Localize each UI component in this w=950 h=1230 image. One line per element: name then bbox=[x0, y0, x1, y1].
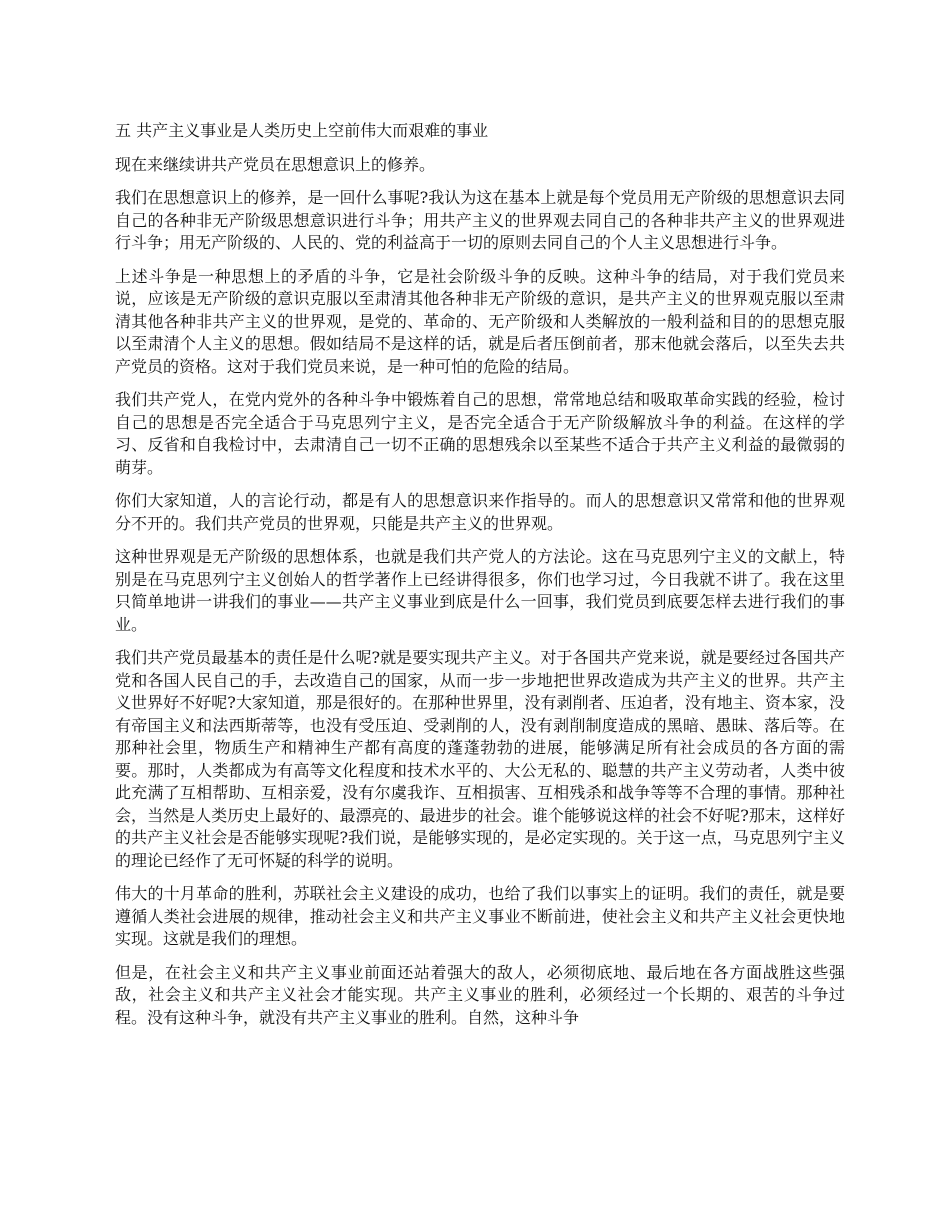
paragraph-7: 我们共产党员最基本的责任是什么呢?就是要实现共产主义。对于各国共产党来说，就是要经过各国共产党和各国人民自己的手，去改造自己的国家，从而一步一步地把世界改造成为共产主义的世界。共产主义世界好不好呢?大家知道，那是很好的。在那种世界里，没有剥削者、压迫者，没有地主、资本家，没有帝国主义和法西斯蒂等，也没有受压迫、受剥削的人，没有剥削制度造成的黑暗、愚昧、落后等。在那种社会里，物质生产和精神生产都有高度的蓬蓬勃勃的进展，能够满足所有社会成员的各方面的需要。那时，人类都成为有高等文化程度和技术水平的、大公无私的、聪慧的共产主义劳动者，人类中彼此充满了互相帮助、互相亲爱，没有尔虞我诈、互相损害、互相残杀和战争等等不合理的事情。那种社会，当然是人类历史上最好的、最漂亮的、最进步的社会。谁个能够说这样的社会不好呢?那末，这样好的共产主义社会是否能够实现呢?我们说，是能够实现的，是必定实现的。关于这一点，马克思列宁主义的理论已经作了无可怀疑的科学的说明。 bbox=[115, 648, 845, 870]
paragraph-9: 但是，在社会主义和共产主义事业前面还站着强大的敌人，必须彻底地、最后地在各方面战胜这些强敌，社会主义和共产主义社会才能实现。共产主义事业的胜利，必须经过一个长期的、艰苦的斗争过程。没有这种斗争，就没有共产主义事业的胜利。自然，这种斗争 bbox=[115, 962, 845, 1027]
paragraph-8: 伟大的十月革命的胜利，苏联社会主义建设的成功，也给了我们以事实上的证明。我们的责任，就是要遵循人类社会进展的规律，推动社会主义和共产主义事业不断前进，使社会主义和共产主义社会更快地实现。这就是我们的理想。 bbox=[115, 884, 845, 948]
paragraph-2: 我们在思想意识上的修养，是一回什么事呢?我认为这在基本上就是每个党员用无产阶级的思想意识去同自己的各种非无产阶级思想意识进行斗争；用共产主义的世界观去同自己的各种非共产主义的世界观进行斗争；用无产阶级的、人民的、党的利益高于一切的原则去同自己的个人主义思想进行斗争。 bbox=[115, 188, 845, 252]
document-page bbox=[115, 120, 845, 1040]
paragraph-1: 现在来继续讲共产党员在思想意识上的修养。 bbox=[115, 154, 436, 174]
paragraph-6: 这种世界观是无产阶级的思想体系，也就是我们共产党人的方法论。这在马克思列宁主义的文献上，特别是在马克思列宁主义创始人的哲学著作上已经讲得很多，你们也学习过，今日我就不讲了。我在这里只简单地讲一讲我们的事业——共产主义事业到底是什么一回事，我们党员到底要怎样去进行我们的事业。 bbox=[115, 547, 845, 634]
paragraph-4: 我们共产党人，在党内党外的各种斗争中锻炼着自己的思想，常常地总结和吸取革命实践的经验，检讨自己的思想是否完全适合于马克思列宁主义，是否完全适合于无产阶级解放斗争的利益。在这样的学习、反省和自我检讨中，去肃清自己一切不正确的思想残余以至某些不适合于共产主义利益的最微弱的萌芽。 bbox=[115, 390, 845, 477]
section-heading: 五 共产主义事业是人类历史上空前伟大而艰难的事业 bbox=[115, 121, 489, 140]
paragraph-3: 上述斗争是一种思想上的矛盾的斗争，它是社会阶级斗争的反映。这种斗争的结局，对于我们党员来说，应该是无产阶级的意识克服以至肃清其他各种非无产阶级的意识，是共产主义的世界观克服以至肃清其他各种非共产主义的世界观，是党的、革命的、无产阶级和人类解放的一般利益和目的的思想克服以至肃清个人主义的思想。假如结局不是这样的话，就是后者压倒前者，那末他就会落后，以至失去共产党员的资格。这对于我们党员来说，是一种可怕的危险的结局。 bbox=[115, 266, 845, 376]
paragraph-5: 你们大家知道，人的言论行动，都是有人的思想意识来作指导的。而人的思想意识又常常和他的世界观分不开的。我们共产党员的世界观，只能是共产主义的世界观。 bbox=[115, 491, 845, 533]
